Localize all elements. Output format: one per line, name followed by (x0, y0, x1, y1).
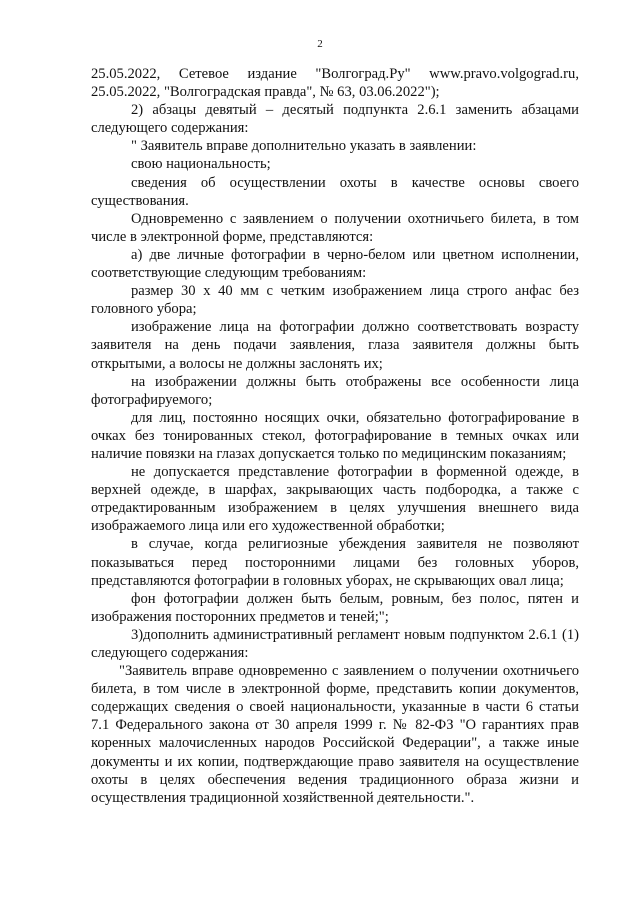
paragraph-nationality: свою национальность; (131, 156, 271, 173)
paragraph-photo-background: фон фотографии должен быть белым, ровным, без полос, пятен и изображения посторонних предметов и теней;"; (91, 590, 579, 625)
paragraph-photo-size: размер 30 х 40 мм с четким изображением лица строго анфас без головного убора; (91, 283, 579, 318)
paragraph-photo-features: на изображении должны быть отображены все особенности лица фотографируемого; (91, 373, 579, 408)
paragraph-two-photos: а) две личные фотографии в черно-белом или цветном исполнении, соответствующие следующим требованиям: (91, 246, 579, 282)
paragraph-glasses: для лиц, постоянно носящих очки, обязательно фотографирование в очках без тонированных стекол, фотографирование в темных очках или наличие повязки на глазах допускается только по медицинским показаниям; (91, 409, 579, 462)
paragraph-hunting-basis: сведения об осуществлении охоты в качестве основы своего существования. (91, 174, 579, 209)
paragraph-simultaneously-submitted: Одновременно с заявлением о получении охотничьего билета, в том числе в электронной форме, представляются: (91, 210, 579, 245)
page-number: 2 (317, 38, 323, 50)
paragraph-uniform-not-allowed: не допускается представление фотографии в форменной одежде, в верхней одежде, в шарфах, закрывающих часть подбородка, а также с отредактированным изображением в целях улучшения внешнего вида изображаемого лица или его художественной обработки; (91, 464, 579, 535)
paragraph-applicant-may-specify: " Заявитель вправе дополнительно указать в заявлении: (131, 138, 477, 155)
document-body (91, 65, 579, 807)
paragraph-photo-age: изображение лица на фотографии должно соответствовать возрасту заявителя на день подачи заявления, глаза заявителя должны быть открытыми, а волосы не должны заслонять их; (91, 319, 579, 372)
paragraph-new-subclause: "Заявитель вправе одновременно с заявлением о получении охотничьего билета, в том числе в электронной форме, представить копии документов, содержащих сведения о своей национальности, указанные в части 6 статьи 7.1 Федерального закона от 30 апреля 1999 г. № 82-ФЗ "О гарантиях прав коренных малочисленных народов Российской Федерации", а также иные документы и их копии, подтверждающие право заявителя на осуществление охоты в целях обеспечения ведения традиционного образа жизни и осуществления традиционной хозяйственной деятельности.". (91, 663, 579, 806)
paragraph-amendment-2: 2) абзацы девятый – десятый подпункта 2.6.1 заменить абзацами следующего содержания: (91, 102, 579, 137)
paragraph-source-citation: 25.05.2022, Сетевое издание "Волгоград.Ру" www.pravo.volgograd.ru, 25.05.2022, "Волгоградская правда", № 63, 03.06.2022"); (91, 66, 579, 101)
paragraph-religious-headwear: в случае, когда религиозные убеждения заявителя не позволяют показываться перед посторонними лицами без головных уборов, представляются фотографии в головных уборах, не скрывающих овал лица; (91, 536, 579, 589)
paragraph-amendment-3: 3)дополнить административный регламент новым подпунктом 2.6.1 (1) следующего содержания: (91, 626, 579, 661)
